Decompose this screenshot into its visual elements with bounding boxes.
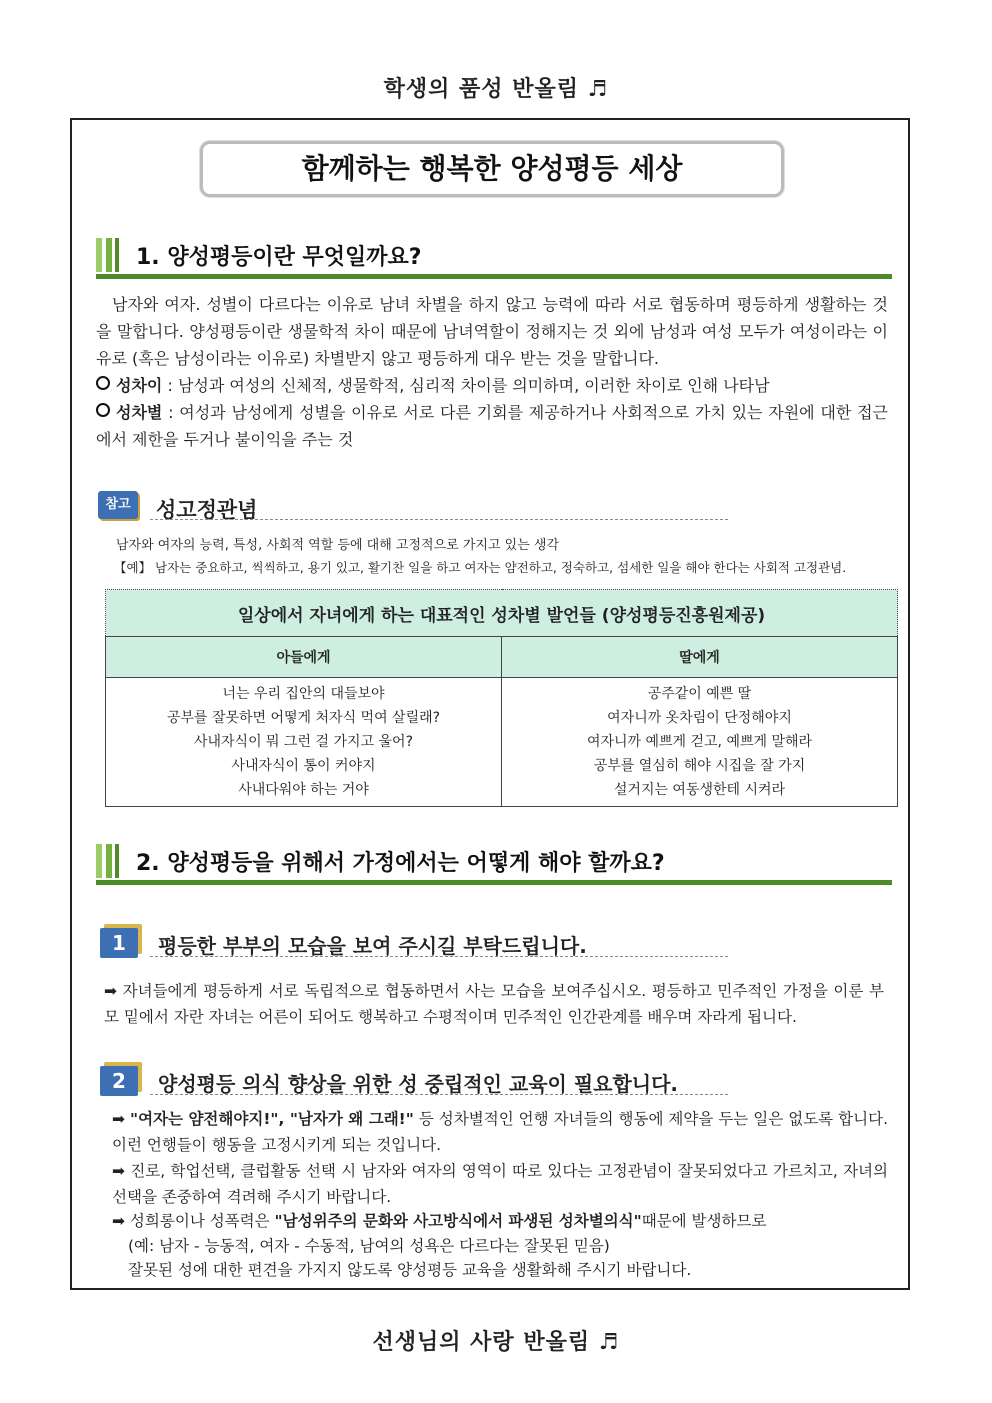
- table-row: 너는 우리 집안의 대들보야: [222, 686, 385, 702]
- circle-bullet-icon: [96, 403, 110, 417]
- bullet-text: 때문에 발생하므로: [641, 1212, 767, 1230]
- page-header: 학생의 품성 반올림 ♬: [383, 76, 609, 102]
- circle-bullet-icon: [96, 376, 110, 390]
- section-rule: [96, 274, 892, 279]
- def-term: 성차이: [116, 376, 163, 395]
- section-2-title: 2. 양성평등을 위해서 가정에서는 어떻게 해야 할까요?: [136, 851, 665, 876]
- table-row: 여자니까 예쁘게 걷고, 예쁘게 말해라: [586, 734, 813, 750]
- reference-description: 남자와 여자의 능력, 특성, 사회적 역할 등에 대해 고정적으로 가지고 있는 생각: [116, 538, 560, 553]
- table-header-son: 아들에게: [106, 637, 502, 678]
- table-row: 사내다워야 하는 거야: [238, 782, 369, 798]
- bullet-text: 성희롱이나 성폭력은: [129, 1212, 275, 1230]
- arrow-icon: ➡: [112, 1110, 130, 1128]
- table-row: 공주같이 예쁜 딸: [647, 686, 752, 702]
- table-row: 사내자식이 뭐 그런 걸 가지고 울어?: [193, 734, 414, 750]
- gender-remarks-table: [105, 589, 898, 807]
- section-1-title: 1. 양성평등이란 무엇일까요?: [136, 245, 422, 270]
- section-1-intro: 남자와 여자. 성별이 다르다는 이유로 남녀 차별을 하지 않고 능력에 따라 서로 협동하며 평등하게 생활하는 것을 말합니다. 양성평등이란 생물학적 차이 때문에 남녀역할이 정해지는 것 외에 남성과 여성 모두가 여성이라는 이유로 (혹은 남성이라는 이유로) 차별받지 않고 평등하게 대우 받는 것을 말합니다.: [96, 295, 888, 368]
- page-title: 함께하는 행복한 양성평등 세상: [200, 141, 784, 197]
- section-2-heading: [96, 840, 892, 884]
- section-1-heading: [96, 234, 892, 278]
- section-rule: [96, 880, 892, 885]
- green-bars-icon: [96, 238, 120, 272]
- definition-gender-difference: [96, 372, 888, 399]
- table-row: 여자니까 옷차림이 단정해야지: [607, 710, 792, 726]
- arrow-icon: ➡: [112, 1212, 130, 1230]
- bullet-3: [112, 1208, 888, 1234]
- table-row: 설거지는 여동생한테 시켜라: [613, 782, 786, 798]
- item-1-text: ➡ 자녀들에게 평등하게 서로 독립적으로 협동하면서 사는 모습을 보여주십시오. 평등하고 민주적인 가정을 이룬 부모 밑에서 자란 자녀는 어른이 되어도 행복하고 수평적이며 민주적인 인간관계를 배우며 자라게 됩니다.: [104, 982, 884, 1026]
- table-row: 사내자식이 통이 커야지: [231, 758, 376, 774]
- item-1-title: 평등한 부부의 모습을 보여 주시길 부탁드립니다.: [158, 934, 587, 958]
- table-caption: 일상에서 자녀에게 하는 대표적인 성차별 발언들 (양성평등진흥원제공): [106, 590, 898, 637]
- quote-text: "여자는 얌전해야지!", "남자가 왜 그래!": [130, 1110, 414, 1128]
- number-badge-1: 1: [100, 928, 138, 958]
- bullet-text: 진로, 학업선택, 클럽활동 선택 시 남자와 여자의 영역이 따로 있다는 고정관념이 잘못되었다고 가르치고, 자녀의 선택을 존중하여 격려해 주시기 바랍니다.: [112, 1162, 888, 1206]
- table-cell-daughter: [502, 678, 898, 807]
- bullet-1: [112, 1106, 888, 1158]
- item-2-title: 양성평등 의식 향상을 위한 성 중립적인 교육이 필요합니다.: [158, 1072, 679, 1096]
- def-term: 성차별: [116, 403, 163, 422]
- page-footer: 선생님의 사랑 반올림 ♬: [372, 1329, 620, 1355]
- bullet-3-example: (예: 남자 - 능동적, 여자 - 수동적, 남여의 성욕은 다르다는 잘못된 믿음): [128, 1237, 610, 1255]
- green-bars-icon: [96, 844, 120, 878]
- def-text: : 남성과 여성의 신체적, 생물학적, 심리적 차이를 의미하며, 이러한 차이로 인해 나타남: [162, 376, 770, 395]
- dashed-divider: [150, 519, 728, 520]
- definition-gender-discrimination: [96, 399, 888, 453]
- def-text: : 여성과 남성에게 성별을 이유로 서로 다른 기회를 제공하거나 사회적으로 가치 있는 자원에 대한 접근에서 제한을 두거나 불이익을 주는 것: [96, 403, 888, 449]
- table-row: 공부를 잘못하면 어떻게 처자식 먹여 살릴래?: [166, 710, 441, 726]
- bullet-text: 등 성차별적인 언행 자녀들의 행동에 제약을 두는 일은 없도록 합니다. 이런 언행들이 행동을 고정시키게 되는 것입니다.: [112, 1110, 888, 1154]
- reference-title: 성고정관념: [156, 498, 258, 522]
- reference-badge: 참고: [98, 491, 138, 519]
- dashed-divider: [150, 1094, 728, 1095]
- arrow-icon: ➡: [112, 1162, 131, 1180]
- table-header-daughter: 딸에게: [502, 637, 898, 678]
- reference-example: 【예】 남자는 중요하고, 씩씩하고, 용기 있고, 활기찬 일을 하고 여자는 얌전하고, 정숙하고, 섬세한 일을 해야 한다는 사회적 고정관념.: [114, 560, 847, 575]
- quote-text: "남성위주의 문화와 사고방식에서 파생된 성차별의식": [274, 1212, 642, 1230]
- number-badge-2: 2: [100, 1066, 138, 1096]
- bullet-2: [112, 1158, 888, 1210]
- table-cell-son: [106, 678, 502, 807]
- bullet-3-conclusion: 잘못된 성에 대한 편견을 가지지 않도록 양성평등 교육을 생활화해 주시기 바랍니다.: [128, 1261, 692, 1279]
- dashed-divider: [150, 956, 728, 957]
- table-row: 공부를 열심히 해야 시집을 잘 가지: [593, 758, 806, 774]
